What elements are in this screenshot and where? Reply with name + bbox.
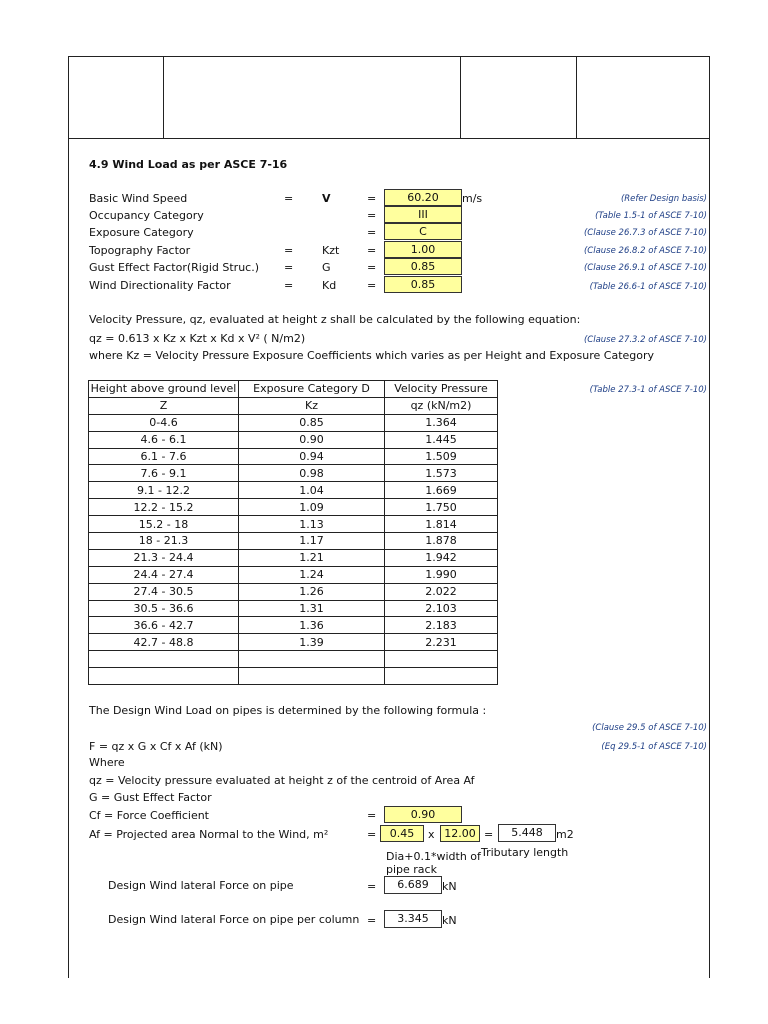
column-header: Height above ground level xyxy=(89,381,239,398)
table-cell: 24.4 - 27.4 xyxy=(89,566,239,583)
table-reference: (Table 27.3-1 of ASCE 7-10) xyxy=(589,385,707,395)
table-cell: 0.85 xyxy=(239,414,385,431)
directionality-factor-value: 0.85 xyxy=(384,276,462,293)
param-label: Exposure Category xyxy=(89,226,194,239)
section-title: 4.9 Wind Load as per ASCE 7-16 xyxy=(89,158,288,171)
param-eq: = xyxy=(284,192,294,205)
table-cell: 15.2 - 18 xyxy=(89,516,239,533)
param-eq: = xyxy=(284,261,294,274)
table-cell: 12.2 - 15.2 xyxy=(89,499,239,516)
table-cell: 1.750 xyxy=(385,499,498,516)
table-cell: 1.573 xyxy=(385,465,498,482)
table-cell: 1.990 xyxy=(385,566,498,583)
table-cell: 2.022 xyxy=(385,583,498,600)
table-row xyxy=(89,499,498,516)
table-cell: 1.04 xyxy=(239,482,385,499)
column-force-unit: kN xyxy=(442,914,457,927)
table-cell: 1.17 xyxy=(239,533,385,550)
table-cell xyxy=(239,668,385,685)
definition-cf: Cf = Force Coefficient xyxy=(89,809,209,822)
table-cell: 36.6 - 42.7 xyxy=(89,617,239,634)
param-label: Wind Directionality Factor xyxy=(89,279,231,292)
table-row xyxy=(89,516,498,533)
velocity-where: where Kz = Velocity Pressure Exposure Coefficients which varies as per Height and Exposure Category xyxy=(89,349,655,362)
param-label: Gust Effect Factor(Rigid Struc.) xyxy=(89,261,259,274)
table-row xyxy=(89,651,498,668)
param-eq: = xyxy=(367,192,377,205)
tributary-note: Tributary length xyxy=(481,846,569,859)
param-symbol: V xyxy=(322,192,331,205)
table-cell: 1.814 xyxy=(385,516,498,533)
table-cell: 1.878 xyxy=(385,533,498,550)
design-intro: The Design Wind Load on pipes is determined by the following formula : xyxy=(89,704,487,717)
design-reference-eq: (Eq 29.5-1 of ASCE 7-10) xyxy=(601,742,707,752)
table-cell: 1.26 xyxy=(239,583,385,600)
table-cell: 1.445 xyxy=(385,431,498,448)
topography-factor-value: 1.00 xyxy=(384,241,462,258)
gust-factor-value: 0.85 xyxy=(384,258,462,275)
table-row xyxy=(89,617,498,634)
table-cell: 2.183 xyxy=(385,617,498,634)
param-label: Occupancy Category xyxy=(89,209,204,222)
param-reference: (Refer Design basis) xyxy=(620,194,707,204)
table-row xyxy=(89,566,498,583)
param-label: Topography Factor xyxy=(89,244,191,257)
table-row xyxy=(89,668,498,685)
column-subheader: Kz xyxy=(239,397,385,414)
table-cell: 2.103 xyxy=(385,600,498,617)
column-header: Velocity Pressure xyxy=(385,381,498,398)
param-eq: = xyxy=(367,279,377,292)
param-reference: (Clause 26.8.2 of ASCE 7-10) xyxy=(583,246,707,256)
design-where: Where xyxy=(89,756,125,769)
param-label: Basic Wind Speed xyxy=(89,192,188,205)
projected-area-value: 5.448 xyxy=(498,824,556,842)
table-row xyxy=(89,634,498,651)
column-force-value: 3.345 xyxy=(384,910,442,928)
force-label: Design Wind lateral Force on pipe xyxy=(108,879,294,892)
table-cell xyxy=(385,651,498,668)
table-row xyxy=(89,583,498,600)
table-row xyxy=(89,549,498,566)
velocity-formula: qz = 0.613 x Kz x Kzt x Kd x V² ( N/m2) xyxy=(89,332,306,345)
table-cell xyxy=(89,668,239,685)
design-formula: F = qz x G x Cf x Af (kN) xyxy=(89,740,223,753)
column-force-equals: = xyxy=(367,914,377,927)
column-header: Exposure Category D xyxy=(239,381,385,398)
dia-note-line1: Dia+0.1*width of xyxy=(386,850,481,863)
table-row xyxy=(89,600,498,617)
table-cell: 1.09 xyxy=(239,499,385,516)
table-subheader-row xyxy=(89,397,498,414)
table-cell: 27.4 - 30.5 xyxy=(89,583,239,600)
table-cell: 42.7 - 48.8 xyxy=(89,634,239,651)
table-row xyxy=(89,533,498,550)
table-cell: 1.364 xyxy=(385,414,498,431)
table-cell: 7.6 - 9.1 xyxy=(89,465,239,482)
table-row xyxy=(89,465,498,482)
param-eq: = xyxy=(284,244,294,257)
table-cell xyxy=(89,651,239,668)
column-force-label: Design Wind lateral Force on pipe per column xyxy=(108,913,360,926)
occupancy-category-value: III xyxy=(384,206,462,223)
velocity-formula-reference: (Clause 27.3.2 of ASCE 7-10) xyxy=(583,335,707,345)
tributary-length-value: 12.00 xyxy=(440,825,480,842)
table-cell: 30.5 - 36.6 xyxy=(89,600,239,617)
table-cell: 18 - 21.3 xyxy=(89,533,239,550)
table-cell xyxy=(239,651,385,668)
table-cell: 1.24 xyxy=(239,566,385,583)
table-cell: 0.90 xyxy=(239,431,385,448)
af-equals-2: = xyxy=(484,828,494,841)
force-equals: = xyxy=(367,880,377,893)
column-subheader: qz (kN/m2) xyxy=(385,397,498,414)
param-eq: = xyxy=(284,279,294,292)
param-reference: (Table 26.6-1 of ASCE 7-10) xyxy=(589,282,707,292)
param-reference: (Clause 26.7.3 of ASCE 7-10) xyxy=(583,228,707,238)
param-reference: (Clause 26.9.1 of ASCE 7-10) xyxy=(583,263,707,273)
wind-speed-value: 60.20 xyxy=(384,189,462,206)
table-cell: 1.13 xyxy=(239,516,385,533)
table-row xyxy=(89,431,498,448)
table-cell: 2.231 xyxy=(385,634,498,651)
table-row xyxy=(89,448,498,465)
table-cell: 9.1 - 12.2 xyxy=(89,482,239,499)
af-multiply: x xyxy=(428,828,435,841)
param-eq: = xyxy=(367,261,377,274)
kz-table xyxy=(88,380,498,685)
af-unit: m2 xyxy=(556,828,574,841)
column-subheader: Z xyxy=(89,397,239,414)
definition-af: Af = Projected area Normal to the Wind, m² xyxy=(89,828,329,841)
exposure-category-value: C xyxy=(384,223,462,240)
table-header-row xyxy=(89,381,498,398)
table-cell: 1.942 xyxy=(385,549,498,566)
table-cell: 1.21 xyxy=(239,549,385,566)
dia-note-line2: pipe rack xyxy=(386,863,437,876)
table-row xyxy=(89,414,498,431)
pipe-diameter-value: 0.45 xyxy=(380,825,424,842)
table-cell: 6.1 - 7.6 xyxy=(89,448,239,465)
table-cell: 0-4.6 xyxy=(89,414,239,431)
table-cell xyxy=(385,668,498,685)
definition-qz: qz = Velocity pressure evaluated at height z of the centroid of Area Af xyxy=(89,774,475,787)
param-symbol: G xyxy=(322,261,331,274)
cf-equals: = xyxy=(367,809,377,822)
table-row xyxy=(89,482,498,499)
param-unit: m/s xyxy=(462,192,483,205)
force-coefficient-value: 0.90 xyxy=(384,806,462,823)
table-cell: 4.6 - 6.1 xyxy=(89,431,239,448)
table-cell: 21.3 - 24.4 xyxy=(89,549,239,566)
velocity-intro: Velocity Pressure, qz, evaluated at height z shall be calculated by the following equation: xyxy=(89,313,581,326)
param-symbol: Kzt xyxy=(322,244,340,257)
param-eq: = xyxy=(367,209,377,222)
table-cell: 0.94 xyxy=(239,448,385,465)
af-equals: = xyxy=(367,828,377,841)
force-unit: kN xyxy=(442,880,457,893)
table-cell: 1.36 xyxy=(239,617,385,634)
table-cell: 1.509 xyxy=(385,448,498,465)
table-cell: 1.39 xyxy=(239,634,385,651)
table-cell: 0.98 xyxy=(239,465,385,482)
table-cell: 1.31 xyxy=(239,600,385,617)
definition-g: G = Gust Effect Factor xyxy=(89,791,212,804)
table-cell: 1.669 xyxy=(385,482,498,499)
param-eq: = xyxy=(367,244,377,257)
design-reference-clause: (Clause 29.5 of ASCE 7-10) xyxy=(592,723,707,733)
wind-force-value: 6.689 xyxy=(384,876,442,894)
param-reference: (Table 1.5-1 of ASCE 7-10) xyxy=(595,211,707,221)
param-eq: = xyxy=(367,226,377,239)
param-symbol: Kd xyxy=(322,279,337,292)
